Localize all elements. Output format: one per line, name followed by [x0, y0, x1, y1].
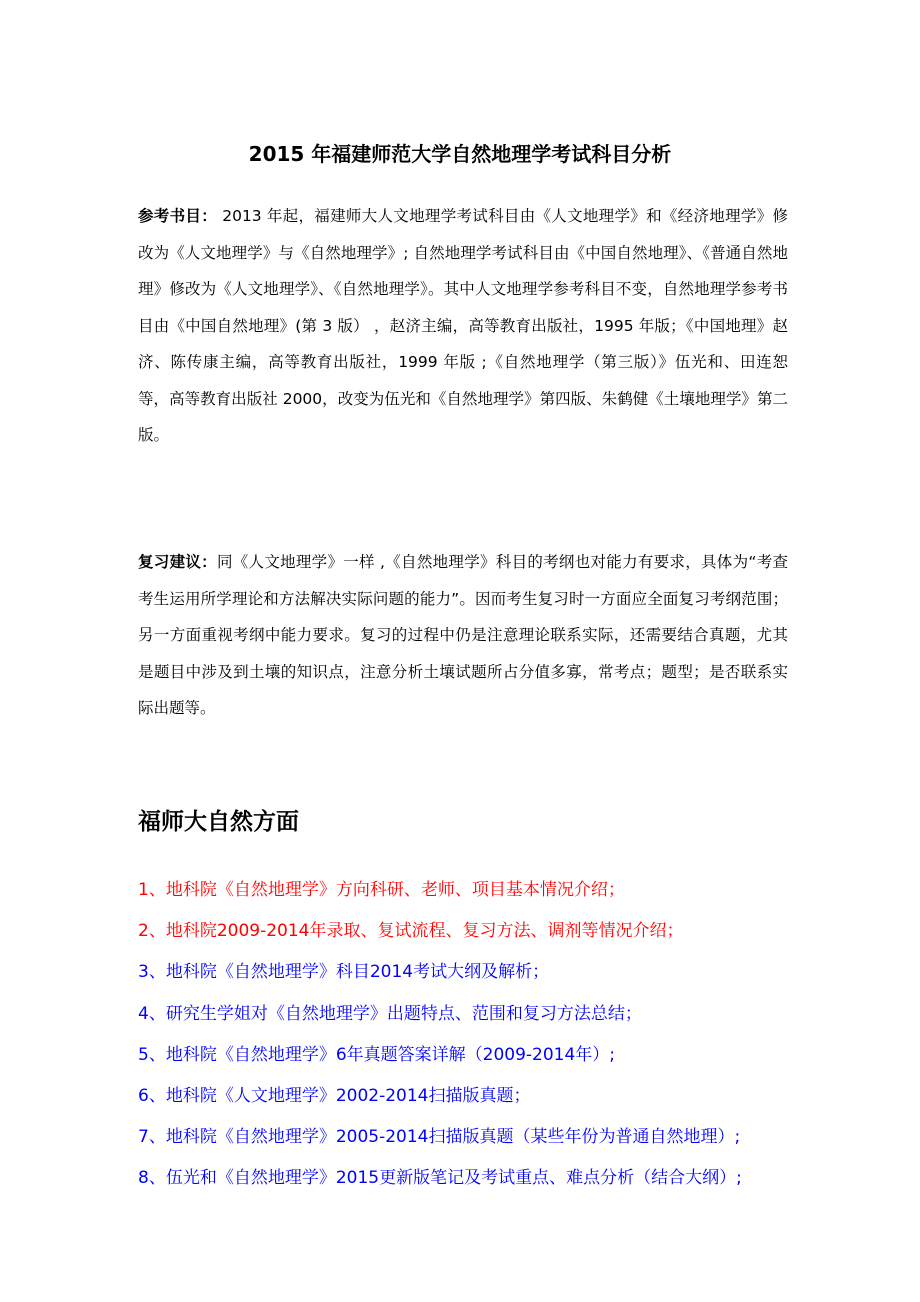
reference-text: 2013 年起，福建师大人文地理学考试科目由《人文地理学》和《经济地理学》修改为《人文地理学》与《自然地理学》; 自然地理学考试科目由《中国自然地理》、《普通自然地理》修改为《人文地理学》、《自然地理学》。其中人文地理学参考科目不变，自然地理学参考书目由《中国自然地理》(第 3 版） ，赵济主编，高等教育出版社，1995 年版；《中国地理》赵济、陈传康主编，高等教育出版社，1999 年版 ;《自然地理学（第三版）》伍光和、田连恕等，高等教育出版社 2000，改变为伍光和《自然地理学》第四版、朱鹤健《土壤地理学》第二版。	[138, 207, 788, 444]
list-item: 4、研究生学姐对《自然地理学》出题特点、范围和复习方法总结；	[138, 1003, 642, 1024]
review-text: 同《人文地理学》一样 ,《自然地理学》科目的考纲也对能力有要求，具体为“考查考生运用所学理论和方法解决实际问题的能力”。因而考生复习时一方面应全面复习考纲范围；另一方面重视考纲中能力要求。复习的过程中仍是注意理论联系实际，还需要结合真题，尤其是题目中涉及到土壤的知识点，注意分析土壤试题所占分值多寡，常考点；题型；是否联系实际出题等。	[138, 553, 788, 717]
reference-label: 参考书目：	[138, 207, 217, 225]
review-label: 复习建议：	[138, 553, 217, 571]
list-item: 2、地科院2009-2014年录取、复试流程、复习方法、调剂等情况介绍；	[138, 921, 684, 942]
list-item: 7、地科院《自然地理学》2005-2014扫描版真题（某些年份为普通自然地理）;	[138, 1127, 741, 1148]
list-item: 3、地科院《自然地理学》科目2014考试大纲及解析；	[138, 962, 550, 983]
document-title: 2015 年福建师范大学自然地理学考试科目分析	[248, 142, 672, 166]
list-item: 1、地科院《自然地理学》方向科研、老师、项目基本情况介绍；	[138, 880, 625, 900]
list-item: 5、地科院《自然地理学》6年真题答案详解（2009-2014年）;	[138, 1044, 616, 1065]
review-paragraph	[138, 544, 788, 727]
list-item: 6、地科院《人文地理学》2002-2014扫描版真题；	[138, 1086, 531, 1107]
list-item: 8、伍光和《自然地理学》2015更新版笔记及考试重点、难点分析（结合大纲）;	[138, 1168, 742, 1189]
section-heading: 福师大自然方面	[138, 809, 299, 835]
reference-paragraph	[138, 198, 788, 454]
content-list	[138, 870, 818, 1200]
